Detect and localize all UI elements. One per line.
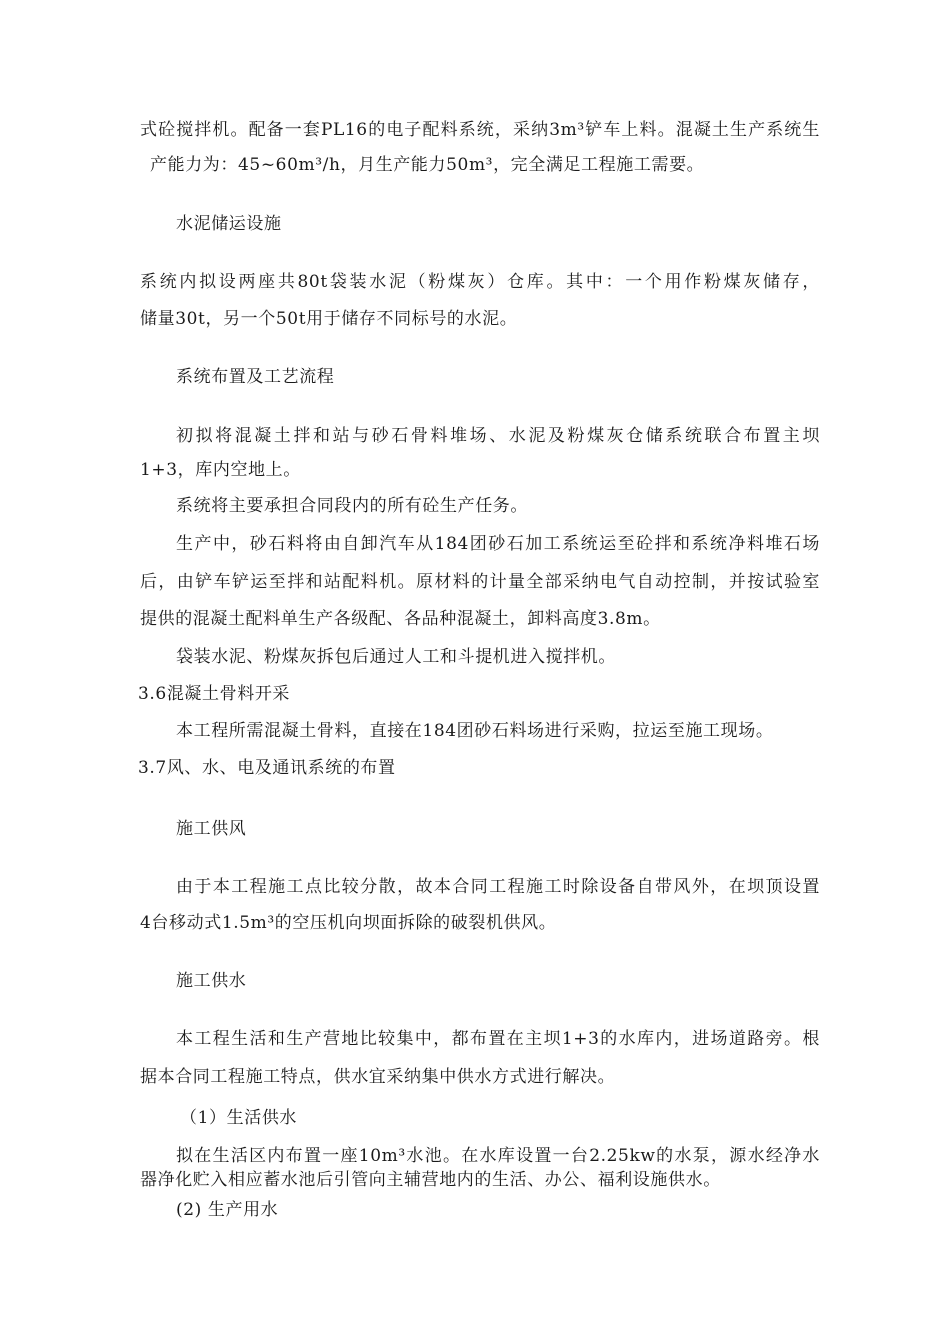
subheading-domestic-water: （1）生活供水 [180,1108,298,1128]
paragraph-line: 生产中，砂石料将由自卸汽车从184团砂石加工系统运至砼拌和系统净料堆石场 [176,534,820,554]
subheading-air-supply: 施工供风 [176,819,247,839]
paragraph-line: 据本合同工程施工特点，供水宜采纳集中供水方式进行解决。 [140,1067,616,1087]
paragraph-line: 由于本工程施工点比较分散，故本合同工程施工时除设备自带风外，在坝顶设置 [176,877,820,897]
paragraph-line: 系统将主要承担合同段内的所有砼生产任务。 [176,496,528,516]
paragraph-line: 袋装水泥、粉煤灰拆包后通过人工和斗提机进入搅拌机。 [176,647,616,667]
section-heading-3-7: 3.7风、水、电及通讯系统的布置 [138,758,396,778]
paragraph-line: 器净化贮入相应蓄水池后引管向主辅营地内的生活、办公、福利设施供水。 [140,1170,721,1190]
paragraph-line: 式砼搅拌机。配备一套PL16的电子配料系统，采纳3m³铲车上料。混凝土生产系统生 [140,120,820,140]
paragraph-line: 4台移动式1.5m³的空压机向坝面拆除的破裂机供风。 [140,913,557,933]
subheading-cement-storage: 水泥储运设施 [176,214,282,234]
paragraph-line: 储量30t，另一个50t用于储存不同标号的水泥。 [140,309,518,329]
section-heading-3-6: 3.6混凝土骨料开采 [138,684,291,704]
paragraph-line: 本工程所需混凝土骨料，直接在184团砂石料场进行采购，拉运至施工现场。 [176,721,774,741]
paragraph-line: 后，由铲车铲运至拌和站配料机。原材料的计量全部采纳电气自动控制，并按试验室 [140,572,820,592]
paragraph-line: 初拟将混凝土拌和站与砂石骨料堆场、水泥及粉煤灰仓储系统联合布置主坝 [176,426,820,446]
paragraph-line: 拟在生活区内布置一座10m³水池。在水库设置一台2.25kw的水泵，源水经净水 [176,1146,820,1166]
paragraph-line: 1+3，库内空地上。 [140,460,301,480]
paragraph-line: 产能力为：45~60m³/h，月生产能力50m³，完全满足工程施工需要。 [150,155,705,175]
paragraph-line: 提供的混凝土配料单生产各级配、各品种混凝土，卸料高度3.8m。 [140,609,661,629]
subheading-system-layout: 系统布置及工艺流程 [176,367,335,387]
subheading-production-water: (2) 生产用水 [176,1200,279,1220]
paragraph-line: 系统内拟设两座共80t袋装水泥（粉煤灰）仓库。其中：一个用作粉煤灰储存， [140,272,820,292]
subheading-water-supply: 施工供水 [176,971,247,991]
paragraph-line: 本工程生活和生产营地比较集中，都布置在主坝1+3的水库内，进场道路旁。根 [176,1029,820,1049]
